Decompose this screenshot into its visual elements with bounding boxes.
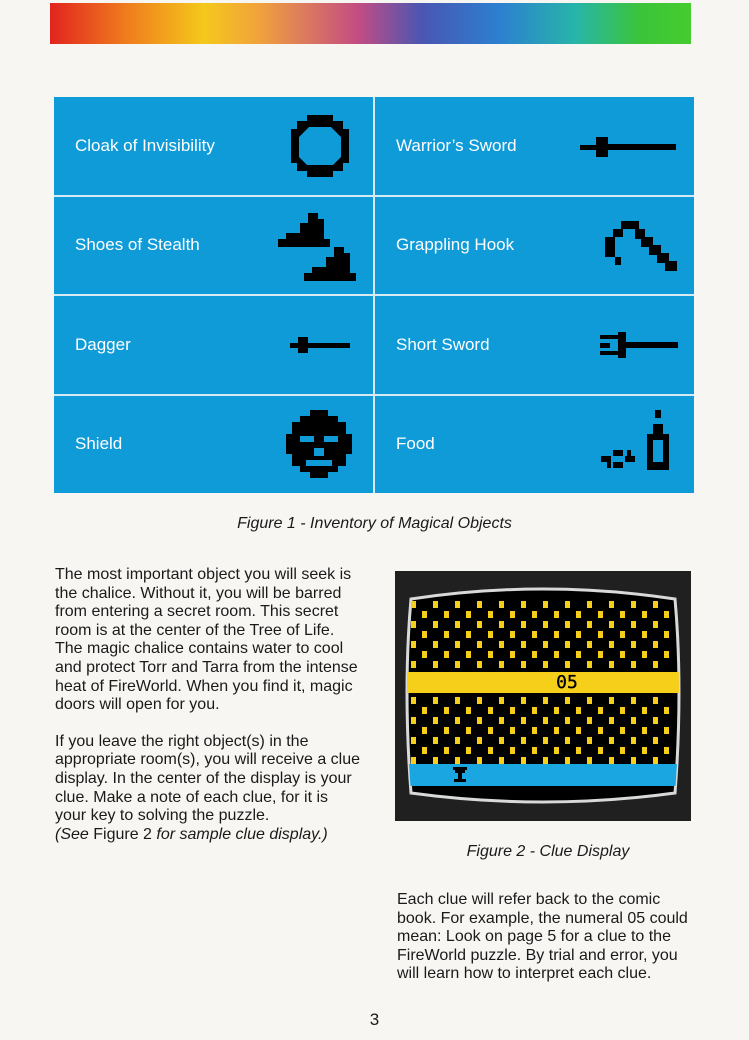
figure-1-caption: Figure 1 - Inventory of Magical Objects bbox=[237, 515, 512, 532]
leaf-dash bbox=[521, 717, 526, 724]
leaf-dash bbox=[521, 641, 526, 648]
leaf-dash bbox=[587, 757, 592, 764]
leaf-dash bbox=[565, 697, 570, 704]
leaf-dash bbox=[664, 707, 669, 714]
right-column bbox=[397, 891, 697, 1002]
shield-icon bbox=[284, 410, 354, 478]
leaf-dash bbox=[587, 621, 592, 628]
leaf-dash bbox=[598, 707, 603, 714]
inventory-item-grappling-hook bbox=[375, 197, 694, 295]
leaf-dash bbox=[510, 707, 515, 714]
leaf-dash bbox=[466, 611, 471, 618]
leaf-dash bbox=[631, 697, 636, 704]
item-label: Cloak of Invisibility bbox=[75, 135, 215, 155]
warriors-sword-icon bbox=[580, 133, 676, 161]
leaf-dash bbox=[587, 601, 592, 608]
leaf-dash bbox=[653, 661, 658, 668]
leaf-dash bbox=[444, 707, 449, 714]
leaf-dash bbox=[565, 757, 570, 764]
leaf-dash bbox=[422, 727, 427, 734]
leaf-dash bbox=[455, 717, 460, 724]
leaf-dash bbox=[488, 611, 493, 618]
leaf-dash bbox=[422, 707, 427, 714]
leaf-dash bbox=[554, 707, 559, 714]
leaf-dash bbox=[653, 757, 658, 764]
leaf-dash bbox=[631, 717, 636, 724]
leaf-dash bbox=[499, 697, 504, 704]
leaf-dash bbox=[543, 737, 548, 744]
leaf-dash bbox=[477, 621, 482, 628]
leaf-dash bbox=[510, 611, 515, 618]
leaf-dash bbox=[642, 611, 647, 618]
leaf-dash bbox=[521, 697, 526, 704]
leaf-dash bbox=[565, 621, 570, 628]
leaf-dash bbox=[455, 737, 460, 744]
clue-display-graphic bbox=[395, 571, 691, 821]
leaf-dash bbox=[444, 611, 449, 618]
leaf-dash bbox=[576, 727, 581, 734]
leaf-dash bbox=[499, 601, 504, 608]
leaf-dash bbox=[642, 631, 647, 638]
leaf-dash bbox=[554, 611, 559, 618]
leaf-dash bbox=[499, 641, 504, 648]
leaf-dash bbox=[411, 737, 416, 744]
leaf-dash bbox=[521, 661, 526, 668]
inventory-item-shield bbox=[54, 396, 373, 494]
leaf-dash bbox=[444, 631, 449, 638]
leaf-dash bbox=[499, 757, 504, 764]
leaf-dash bbox=[631, 621, 636, 628]
leaf-dash bbox=[444, 747, 449, 754]
item-label: Short Sword bbox=[396, 334, 490, 354]
leaf-dash bbox=[532, 747, 537, 754]
leaf-dash bbox=[433, 757, 438, 764]
leaf-dash bbox=[477, 601, 482, 608]
shoes-icon bbox=[278, 213, 356, 281]
leaf-dash bbox=[642, 747, 647, 754]
leaf-dash bbox=[455, 661, 460, 668]
leaf-dash bbox=[554, 631, 559, 638]
leaf-dash bbox=[510, 651, 515, 658]
leaf-dash bbox=[664, 747, 669, 754]
page-number: 3 bbox=[369, 1010, 380, 1029]
leaf-dash bbox=[411, 621, 416, 628]
leaf-dash bbox=[455, 601, 460, 608]
leaf-dash bbox=[653, 697, 658, 704]
clue-band bbox=[405, 672, 681, 693]
leaf-dash bbox=[466, 747, 471, 754]
floor-band bbox=[405, 764, 681, 786]
leaf-dash bbox=[565, 717, 570, 724]
leaf-dash bbox=[499, 717, 504, 724]
leaf-dash bbox=[510, 747, 515, 754]
leaf-dash bbox=[576, 651, 581, 658]
leaf-dash bbox=[455, 757, 460, 764]
leaf-dash bbox=[477, 757, 482, 764]
leaf-dash bbox=[565, 601, 570, 608]
cloak-icon bbox=[287, 115, 353, 177]
short-sword-icon bbox=[600, 330, 678, 360]
leaf-dash bbox=[543, 621, 548, 628]
leaf-dash bbox=[466, 631, 471, 638]
leaf-dash bbox=[422, 611, 427, 618]
leaf-dash bbox=[521, 757, 526, 764]
leaf-dash bbox=[433, 661, 438, 668]
leaf-dash bbox=[422, 631, 427, 638]
leaf-dash bbox=[554, 651, 559, 658]
dagger-icon bbox=[290, 334, 350, 356]
leaf-dash bbox=[499, 621, 504, 628]
leaf-dash bbox=[521, 601, 526, 608]
leaf-dash bbox=[653, 601, 658, 608]
leaf-dash bbox=[631, 737, 636, 744]
leaf-dash bbox=[587, 717, 592, 724]
leaf-dash bbox=[598, 727, 603, 734]
leaf-dash bbox=[477, 661, 482, 668]
grappling-hook-icon bbox=[601, 221, 679, 279]
leaf-dash bbox=[521, 737, 526, 744]
leaf-dash bbox=[433, 697, 438, 704]
leaf-dash bbox=[455, 621, 460, 628]
leaf-dash bbox=[466, 707, 471, 714]
leaf-dash bbox=[499, 661, 504, 668]
leaf-dash bbox=[642, 707, 647, 714]
leaf-dash bbox=[631, 601, 636, 608]
leaf-dash bbox=[664, 651, 669, 658]
inventory-item-shoes bbox=[54, 197, 373, 295]
leaf-dash bbox=[620, 747, 625, 754]
leaf-dash bbox=[609, 757, 614, 764]
leaf-dash bbox=[598, 747, 603, 754]
leaf-dash bbox=[576, 631, 581, 638]
leaf-dash bbox=[488, 727, 493, 734]
leaf-dash bbox=[499, 737, 504, 744]
leaf-dash bbox=[576, 707, 581, 714]
paragraph-clue-text: If you leave the right object(s) in the appropriate room(s), you will receive a clue display. In the center of the display is your clue. Make a note of each clue, for it is your key to solving the puzzle. bbox=[55, 732, 361, 825]
figure-2-caption: Figure 2 - Clue Display bbox=[466, 843, 630, 860]
leaf-dash bbox=[620, 707, 625, 714]
leaf-dash bbox=[587, 641, 592, 648]
leaf-dash bbox=[587, 661, 592, 668]
leaf-dash bbox=[411, 601, 416, 608]
leaf-dash bbox=[422, 651, 427, 658]
leaf-dash bbox=[455, 641, 460, 648]
leaf-dash bbox=[433, 621, 438, 628]
leaf-dash bbox=[521, 621, 526, 628]
leaf-dash bbox=[532, 727, 537, 734]
leaf-dash bbox=[609, 697, 614, 704]
leaf-dash bbox=[411, 641, 416, 648]
leaf-dash bbox=[587, 697, 592, 704]
leaf-dash bbox=[631, 661, 636, 668]
inventory-item-warriors-sword bbox=[375, 97, 694, 195]
item-label: Warrior’s Sword bbox=[396, 135, 517, 155]
leaf-dash bbox=[488, 631, 493, 638]
leaf-dash bbox=[543, 601, 548, 608]
leaf-dash bbox=[532, 631, 537, 638]
leaf-dash bbox=[411, 717, 416, 724]
leaf-dash bbox=[543, 757, 548, 764]
inventory-item-food bbox=[375, 396, 694, 494]
leaf-dash bbox=[653, 717, 658, 724]
leaf-dash bbox=[631, 641, 636, 648]
leaf-dash bbox=[653, 737, 658, 744]
item-label: Dagger bbox=[75, 334, 131, 354]
clue-display-screen bbox=[395, 571, 691, 821]
leaf-dash bbox=[587, 737, 592, 744]
leaf-dash bbox=[411, 757, 416, 764]
leaf-dash bbox=[642, 651, 647, 658]
leaf-dash bbox=[620, 631, 625, 638]
leaf-dash bbox=[642, 727, 647, 734]
see-note-b: for sample clue display.) bbox=[151, 825, 328, 843]
paragraph-clue-meaning: Each clue will refer back to the comic book. For example, the numeral 05 could mean: Look on page 5 for a clue to the FireWorld puzzle. By trial and error, you will learn how to interpret each clue. bbox=[397, 891, 688, 983]
leaf-dash bbox=[664, 631, 669, 638]
leaf-dash bbox=[532, 651, 537, 658]
leaf-dash bbox=[411, 697, 416, 704]
leaf-dash bbox=[620, 611, 625, 618]
leaf-dash bbox=[488, 747, 493, 754]
leaf-dash bbox=[444, 651, 449, 658]
inventory-item-dagger bbox=[54, 296, 373, 394]
inventory-item-short-sword bbox=[375, 296, 694, 394]
leaf-dash bbox=[598, 651, 603, 658]
leaf-dash bbox=[609, 641, 614, 648]
leaf-dash bbox=[532, 611, 537, 618]
leaf-dash bbox=[664, 727, 669, 734]
item-label: Grappling Hook bbox=[396, 235, 515, 255]
inventory-table bbox=[54, 97, 694, 493]
leaf-dash bbox=[609, 661, 614, 668]
item-label: Food bbox=[396, 434, 435, 454]
item-label: Shield bbox=[75, 434, 123, 454]
leaf-dash bbox=[444, 727, 449, 734]
leaf-dash bbox=[411, 661, 416, 668]
leaf-dash bbox=[554, 747, 559, 754]
leaf-dash bbox=[653, 621, 658, 628]
leaf-dash bbox=[543, 641, 548, 648]
leaf-dash bbox=[488, 651, 493, 658]
figure-2-ref: Figure 2 bbox=[93, 825, 152, 843]
leaf-dash bbox=[565, 641, 570, 648]
leaf-dash bbox=[422, 747, 427, 754]
leaf-dash bbox=[609, 601, 614, 608]
leaf-dash bbox=[543, 717, 548, 724]
leaf-dash bbox=[664, 611, 669, 618]
leaf-dash bbox=[598, 611, 603, 618]
leaf-dash bbox=[543, 661, 548, 668]
leaf-dash bbox=[620, 727, 625, 734]
leaf-dash bbox=[433, 641, 438, 648]
leaf-dash bbox=[576, 611, 581, 618]
leaf-dash bbox=[466, 651, 471, 658]
leaf-dash bbox=[631, 757, 636, 764]
leaf-dash bbox=[477, 737, 482, 744]
leaf-dash bbox=[609, 717, 614, 724]
paragraph-chalice: The most important object you will seek is the chalice. Without it, you will be barred from entering a secret room. This secret room is at the center of the Tree of Life. The magic chalice contains water to cool and protect Torr and Tarra from the intense heat of FireWorld. When you find it, magic doors will open for you. bbox=[55, 566, 358, 714]
leaf-dash bbox=[653, 641, 658, 648]
leaf-dash bbox=[620, 651, 625, 658]
leaf-dash bbox=[510, 631, 515, 638]
leaf-dash bbox=[576, 747, 581, 754]
left-column bbox=[55, 566, 360, 862]
leaf-dash bbox=[598, 631, 603, 638]
leaf-dash bbox=[543, 697, 548, 704]
leaf-dash bbox=[565, 661, 570, 668]
leaf-dash bbox=[477, 641, 482, 648]
item-label: Shoes of Stealth bbox=[75, 235, 200, 255]
leaf-dash bbox=[565, 737, 570, 744]
leaf-dash bbox=[455, 697, 460, 704]
food-icon bbox=[599, 410, 679, 478]
see-note-a: (See bbox=[55, 825, 94, 843]
leaf-dash bbox=[510, 727, 515, 734]
leaf-dash bbox=[433, 601, 438, 608]
leaf-dash bbox=[554, 727, 559, 734]
leaf-dash bbox=[532, 707, 537, 714]
leaf-dash bbox=[609, 621, 614, 628]
rainbow-header-bar bbox=[50, 3, 691, 44]
paragraph-clue-display bbox=[55, 733, 360, 845]
leaf-dash bbox=[609, 737, 614, 744]
leaf-dash bbox=[466, 727, 471, 734]
leaf-dash bbox=[433, 737, 438, 744]
leaf-dash bbox=[477, 717, 482, 724]
clue-number: 05 bbox=[556, 672, 578, 693]
leaf-dash bbox=[433, 717, 438, 724]
leaf-dash bbox=[477, 697, 482, 704]
leaf-dash bbox=[488, 707, 493, 714]
inventory-item-cloak bbox=[54, 97, 373, 195]
